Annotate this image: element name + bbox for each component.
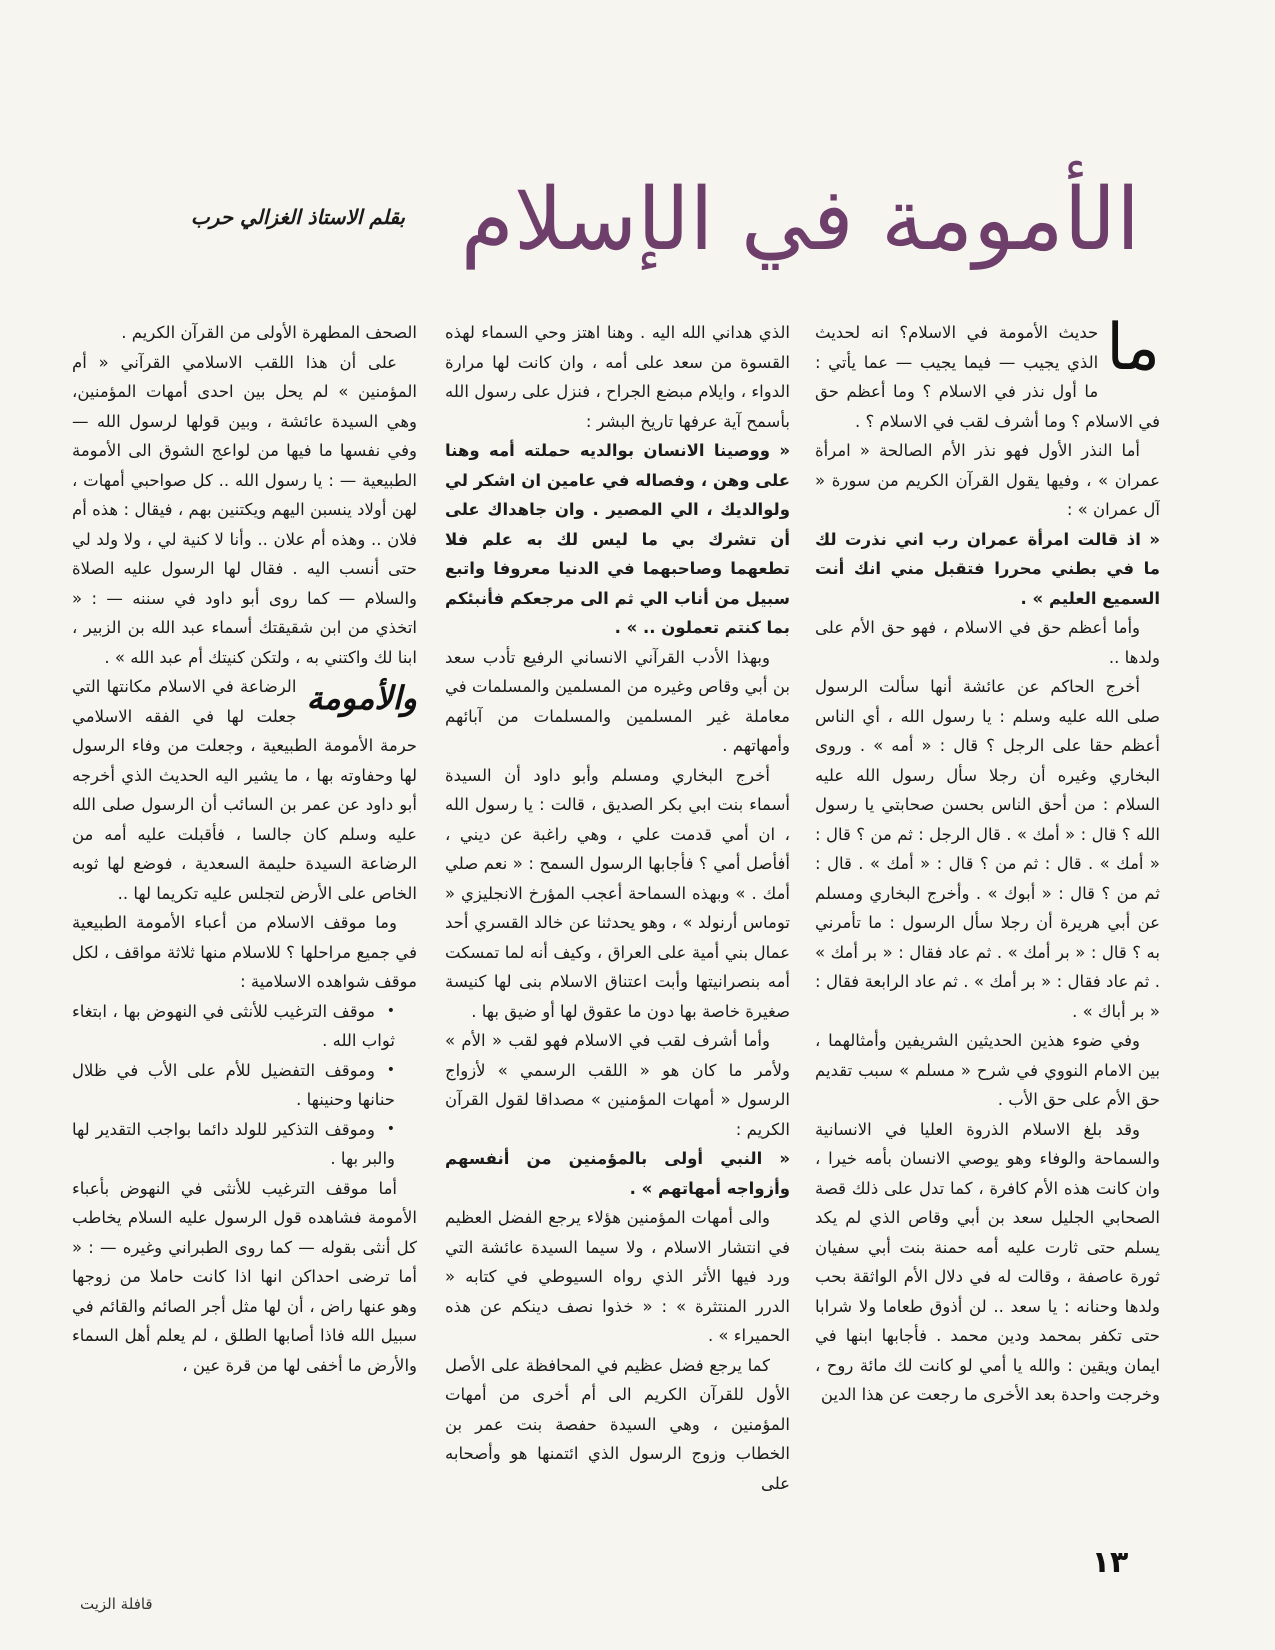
paragraph: على أن هذا اللقب الاسلامي القرآني « أم المؤمنين » لم يحل بين احدى أمهات المؤمنين، وهي السيدة عائشة ، وبين قولها لرسول الله — وفي نفسها ما فيها من لواعج الشوق الى الأمومة الطبيعية — : يا رسول الله .. كل صواحبي أمهات ، لهن أولاد ينسبن اليهم ويكتنين بهم ، فيقال : هذه أم فلان .. وهذه أم علان .. وأنا لا كنية لي ، ولا ولد لي حتى أنسب اليه . فقال لها الرسول عليه الصلاة والسلام — كما روى أبو داود في سننه — : « اتخذي من ابن شقيقتك أسماء عبد الله بن الزبير ، ابنا لك واكتني به ، ولتكن كنيتك أم عبد الله » . bbox=[72, 352, 417, 667]
paragraph: الصحف المطهرة الأولى من القرآن الكريم . bbox=[121, 323, 417, 342]
paragraph: وأما أعظم حق في الاسلام ، فهو حق الأم على ولدها .. bbox=[815, 618, 1160, 667]
paragraph: الرضاعة في الاسلام مكانتها التي جعلت لها في الفقه الاسلامي حرمة الأمومة الطبيعية ، وجعلت من وفاء الرسول لها وحفاوته بها ، ما يشير اليه الحديث الذي أخرجه أبو داود عن عمر بن السائب أن الرسول صلى الله عليه وسلم كان جالسا ، فأقبلت عليه أمه من الرضاعة السيدة حليمة السعدية ، فوضع لها ثوبه الخاص على الأرض لتجلس عليه تكريما لها .. bbox=[72, 677, 417, 903]
paragraph: أما موقف الترغيب للأنثى في النهوض بأعباء الأمومة فشاهده قول الرسول عليه السلام يخاطب كل أنثى بقوله — كما روى الطبراني وغيره — : « أما ترضى احداكن انها اذا كانت حاملا من زوجها وهو عنها راض ، أن لها مثل أجر الصائم والقائم في سبيل الله فاذا أصابها الطلق ، لم يعلم أهل السماء والأرض ما أخفى لها من قرة عين ، bbox=[72, 1178, 417, 1375]
quran-quote: « النبي أولى بالمؤمنين من أنفسهم وأزواجه أمهاتهم » . bbox=[445, 1149, 790, 1198]
paragraph: وأما أشرف لقب في الاسلام فهو لقب « الأم » ولأمر ما كان هو « اللقب الرسمي » لأزواج الرسول « أمهات المؤمنين » مصداقا لقول القرآن الكريم : bbox=[445, 1031, 790, 1139]
article-title: الأمومة في الإسلام bbox=[460, 170, 1140, 270]
paragraph: أخرج البخاري ومسلم وأبو داود أن السيدة أسماء بنت ابي بكر الصديق ، قالت : يا رسول الله ، ان أمي قدمت علي ، وهي راغبة عن ديني ، أفأصل أمي ؟ فأجابها الرسول السمح : « نعم صلي أمك . » وبهذه السماحة أعجب المؤرخ الانجليزي « توماس أرنولد » ، وهو يحدثنا عن خالد القسري أحد عمال بني أمية على العراق ، وكيف أنه لما تمسكت أمه بنصرانيتها وأبت اعتناق الاسلام بنى لها كنيسة صغيرة خاصة بها دون ما عقوق لها أو ضيق بها . bbox=[445, 765, 790, 1021]
column-left bbox=[72, 318, 417, 1533]
drop-cap: ما bbox=[1106, 318, 1160, 385]
paragraph: حديث الأمومة في الاسلام؟ انه لحديث الذي يجيب — فيما يجيب — عما يأتي : ما أول نذر في الاسلام ؟ وما أعظم حق في الاسلام ؟ وما أشرف لقب في الاسلام ؟ . bbox=[815, 323, 1160, 431]
paragraph: والى أمهات المؤمنين هؤلاء يرجع الفضل العظيم في انتشار الاسلام ، ولا سيما السيدة عائشة التي ورد فيها الأثر الذي رواه السيوطي في كتابه « الدرر المنتثرة » : « خذوا نصف دينكم عن هذه الحميراء » . bbox=[445, 1208, 790, 1345]
list-item: • وموقف التفضيل للأم على الأب في ظلال حنانها وحنينها . bbox=[72, 1056, 417, 1115]
page-number: ١٣ bbox=[1091, 1545, 1129, 1580]
column-middle bbox=[445, 318, 790, 1533]
author-byline: بقلم الاستاذ الغزالي حرب bbox=[190, 205, 405, 229]
column-right bbox=[815, 318, 1160, 1533]
list-item: • موقف الترغيب للأنثى في النهوض بها ، ابتغاء ثواب الله . bbox=[72, 997, 417, 1056]
paragraph: وقد بلغ الاسلام الذروة العليا في الانسانية والسماحة والوفاء وهو يوصي الانسان بأمه خيرا ، وان كانت هذه الأم كافرة ، كما تدل على ذلك قصة الصحابي الجليل سعد بن أبي وقاص الذي لم يكد يسلم حتى ثارت عليه أمه حمنة بنت أبي سفيان ثورة عاصفة ، وقالت له في دلال الأم الواثقة بحب ولدها وحنانه : يا سعد .. لن أذوق طعاما ولا شرابا حتى تكفر بمحمد ودين محمد . فأجابها ابنها في ايمان ويقين : والله يا أمي لو كانت لك مائة روح ، وخرجت واحدة بعد الأخرى ما رجعت عن هذا الدين bbox=[815, 1119, 1160, 1404]
paragraph: وبهذا الأدب القرآني الانساني الرفيع تأدب سعد بن أبي وقاص وغيره من المسلمين والمسلمات في معاملة غير المسلمين والمسلمات من آبائهم وأمهاتهم . bbox=[445, 647, 790, 755]
list-item: • وموقف التذكير للولد دائما بواجب التقدير لها والبر بها . bbox=[72, 1115, 417, 1174]
paragraph: كما يرجع فضل عظيم في المحافظة على الأصل الأول للقرآن الكريم الى أم أخرى من أمهات المؤمنين ، وهي السيدة حفصة بنت عمر بن الخطاب وزوج الرسول الذي ائتمنها هو وأصحابه على bbox=[445, 1355, 790, 1493]
paragraph: وما موقف الاسلام من أعباء الأمومة الطبيعية في جميع مراحلها ؟ للاسلام منها ثلاثة مواقف ، لكل موقف شواهده الاسلامية : bbox=[72, 913, 417, 991]
magazine-name: قافلة الزيت bbox=[80, 1595, 153, 1613]
quran-quote: « اذ قالت امرأة عمران رب اني نذرت لك ما في بطني محررا فتقبل مني انك أنت السميع العليم » . bbox=[815, 529, 1160, 608]
section-subheading: والأمومة bbox=[306, 679, 417, 717]
paragraph: أما النذر الأول فهو نذر الأم الصالحة « امرأة عمران » ، وفيها يقول القرآن الكريم من سورة « آل عمران » : bbox=[815, 441, 1160, 519]
paragraph: أخرج الحاكم عن عائشة أنها سألت الرسول صلى الله عليه وسلم : يا رسول الله ، أي الناس أعظم حقا على الرجل ؟ قال : « أمه » . وروى البخاري وغيره أن رجلا سأل رسول الله عليه السلام : من أحق الناس بحسن صحابتي يا رسول الله ؟ قال : « أمك » . قال الرجل : ثم من ؟ قال : « أمك » . قال : ثم من ؟ قال : « أمك » . قال : ثم من ؟ قال : « أبوك » . وأخرج البخاري ومسلم عن أبي هريرة أن رجلا سأل الرسول : ما تأمرني به ؟ قال : « بر أمك » . ثم عاد فقال : « بر أمك » . ثم عاد فقال : « بر أمك » . ثم عاد الرابعة فقال : « بر أباك » . bbox=[815, 677, 1160, 1021]
paragraph: الذي هداني الله اليه . وهنا اهتز وحي السماء لهذه القسوة من سعد على أمه ، وان كانت لها مرارة الدواء ، وايلام مبضع الجراح ، فنزل على رسول الله بأسمح آية عرفها تاريخ البشر : bbox=[445, 323, 790, 431]
paragraph: وفي ضوء هذين الحديثين الشريفين وأمثالهما ، بين الامام النووي في شرح « مسلم » سبب تقديم حق الأم على حق الأب . bbox=[815, 1031, 1160, 1109]
quran-quote: « ووصينا الانسان بوالديه حملته أمه وهنا على وهن ، وفصاله في عامين ان اشكر لي ولوالديك ، الي المصير . وان جاهداك على أن تشرك بي ما ليس لك به علم فلا تطعهما وصاحبهما في الدنيا معروفا واتبع سبيل من أناب الي ثم الى مرجعكم فأنبئكم بما كنتم تعملون .. » . bbox=[445, 441, 790, 637]
